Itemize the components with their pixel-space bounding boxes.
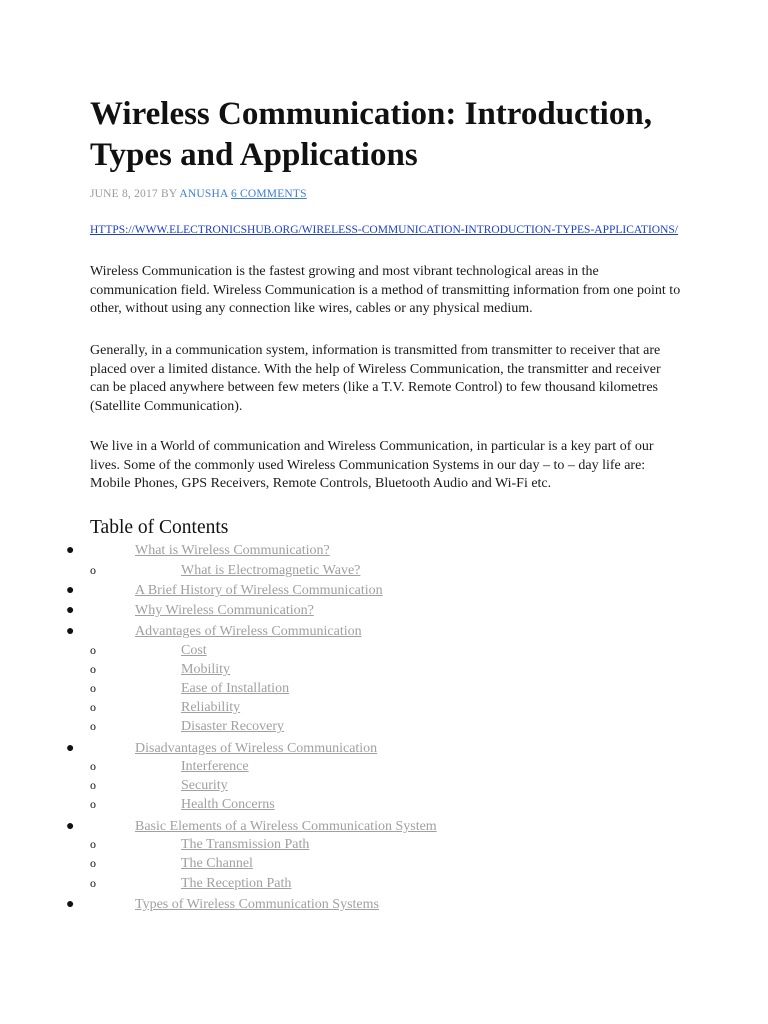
- toc-item: [0, 641, 768, 660]
- toc-item: [0, 776, 768, 795]
- toc-link[interactable]: A Brief History of Wireless Communication: [135, 583, 383, 598]
- bullet-icon: ●: [66, 624, 75, 639]
- toc-item: [0, 795, 768, 814]
- circle-bullet-icon: o: [90, 856, 96, 870]
- body-paragraph: Generally, in a communication system, information is transmitted from transmitter to receiver that are placed over a limited distance. With the help of Wireless Communication, the transmitter and receiver can be placed anywhere between few meters (like a T.V. Remote Control) to few thousand kilometres (Satellite Communication).: [90, 343, 661, 414]
- toc-link[interactable]: The Transmission Path: [181, 837, 310, 852]
- toc-link[interactable]: Types of Wireless Communication Systems: [135, 897, 379, 912]
- body-paragraph: We live in a World of communication and Wireless Communication, in particular is a key part of our lives. Some of the commonly used Wireless Communication Systems in our day – to – day life are: Mobile Phones, GPS Receivers, Remote Controls, Bluetooth Audio and Wi-Fi etc.: [90, 439, 654, 491]
- circle-bullet-icon: o: [90, 759, 96, 773]
- bullet-icon: ●: [66, 741, 75, 756]
- bullet-icon: ●: [66, 583, 75, 598]
- toc-item: [0, 874, 768, 893]
- toc-item: [0, 622, 768, 641]
- circle-bullet-icon: o: [90, 700, 96, 714]
- toc-item: [0, 679, 768, 698]
- toc-heading: Table of Contents: [90, 517, 229, 538]
- toc-item: [0, 835, 768, 854]
- toc-link[interactable]: Cost: [181, 643, 207, 658]
- toc-link[interactable]: Security: [181, 778, 228, 793]
- toc-link[interactable]: The Reception Path: [181, 876, 292, 891]
- source-url-link[interactable]: HTTPS://WWW.ELECTRONICSHUB.ORG/WIRELESS-COMMUNICATION-INTRODUCTION-TYPES-APPLICATIONS/: [90, 224, 678, 236]
- comments-link[interactable]: 6 COMMENTS: [230, 188, 307, 200]
- toc-link[interactable]: Basic Elements of a Wireless Communication System: [135, 819, 437, 834]
- circle-bullet-icon: o: [90, 778, 96, 792]
- post-date: JUNE 8, 2017 BY: [90, 188, 180, 200]
- toc-link[interactable]: Advantages of Wireless Communication: [135, 624, 362, 639]
- intro-paragraph: Wireless Communication is the fastest growing and most vibrant technological areas in the communication field. Wireless Communication is a method of transmitting information from one point to other, without using any connection like wires, cables or any physical medium.: [90, 264, 681, 316]
- bullet-icon: ●: [66, 543, 75, 558]
- toc-item: [0, 717, 768, 736]
- circle-bullet-icon: o: [90, 643, 96, 657]
- toc-link[interactable]: Mobility: [181, 662, 231, 677]
- circle-bullet-icon: o: [90, 719, 96, 733]
- bullet-icon: ●: [66, 897, 75, 912]
- circle-bullet-icon: o: [90, 662, 96, 676]
- toc-link[interactable]: What is Electromagnetic Wave?: [181, 563, 361, 578]
- circle-bullet-icon: o: [90, 837, 96, 851]
- circle-bullet-icon: o: [90, 563, 96, 577]
- toc-item: [0, 660, 768, 679]
- toc-item: [0, 581, 768, 600]
- bullet-icon: ●: [66, 819, 75, 834]
- toc-link[interactable]: Why Wireless Communication?: [135, 603, 314, 618]
- toc-item: [0, 561, 768, 580]
- bullet-icon: ●: [66, 603, 75, 618]
- toc-item: [0, 895, 768, 914]
- page-title: Wireless Communication: Introduction, Types and Applications: [90, 96, 652, 173]
- toc-link[interactable]: Ease of Installation: [181, 681, 290, 696]
- toc-item: [0, 739, 768, 758]
- toc-item: [0, 757, 768, 776]
- circle-bullet-icon: o: [90, 876, 96, 890]
- circle-bullet-icon: o: [90, 681, 96, 695]
- toc-item: [0, 854, 768, 873]
- circle-bullet-icon: o: [90, 797, 96, 811]
- toc-link[interactable]: Disadvantages of Wireless Communication: [135, 741, 378, 756]
- toc-link[interactable]: Reliability: [181, 700, 241, 715]
- toc-link[interactable]: Interference: [181, 759, 249, 774]
- toc-link[interactable]: Disaster Recovery: [181, 719, 285, 734]
- toc-item: [0, 817, 768, 836]
- toc-link[interactable]: What is Wireless Communication?: [135, 543, 330, 558]
- post-author[interactable]: ANUSHA: [179, 188, 228, 200]
- toc-item: [0, 541, 768, 560]
- toc-link[interactable]: Health Concerns: [181, 797, 275, 812]
- toc-link[interactable]: The Channel: [181, 856, 253, 871]
- toc-item: [0, 698, 768, 717]
- toc-item: [0, 601, 768, 620]
